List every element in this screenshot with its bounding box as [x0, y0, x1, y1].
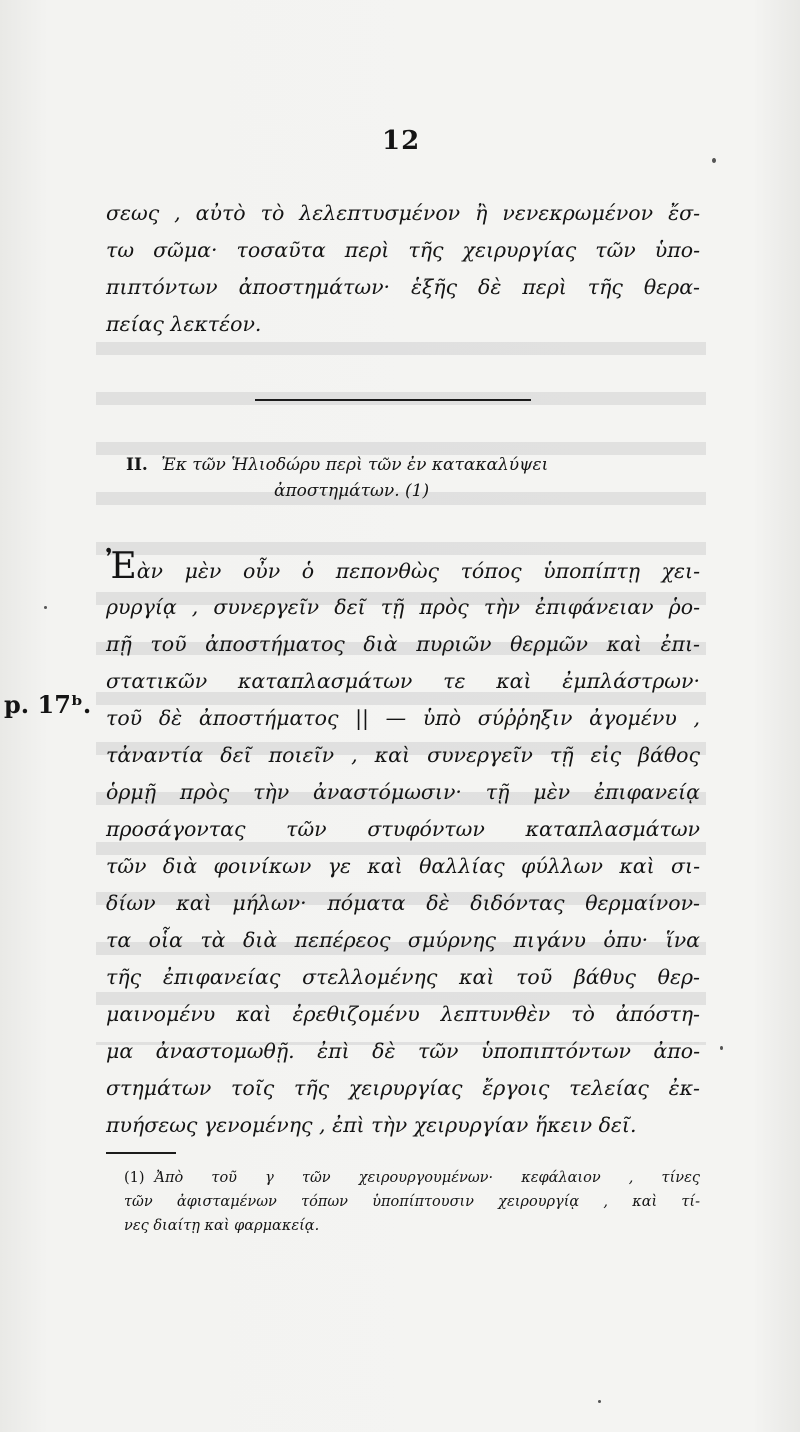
text-line: στημάτων τοῖς τῆς χειρυργίας ἔργοις τελείας ἐκ-	[106, 1076, 700, 1100]
section-title-continued: ἀποστημάτων. (1)	[274, 481, 430, 501]
text-line: ρυργίᾳ , συνεργεῖν δεῖ τῇ πρὸς τὴν ἐπιφάνειαν ῥο-	[106, 595, 700, 619]
text-line: πῇ τοῦ ἀποστήματος διὰ πυριῶν θερμῶν καὶ ἐπι-	[106, 632, 700, 656]
section-number: II.	[126, 455, 148, 475]
footnote-text: Ἀπὸ τοῦ γ τῶν χειρουργουμένων· κεφάλαιον , τίνες	[154, 1170, 700, 1186]
text-line	[106, 546, 700, 589]
paper-speck	[44, 606, 47, 609]
text-line: δίων καὶ μήλων· πόματα δὲ διδόντας θερμαίνον-	[106, 891, 700, 915]
drop-cap: Ἐ	[106, 546, 137, 587]
text-line-rest: ὰν μὲν οὖν ὁ πεπονθὼς τόπος ὑποπίπτῃ χει-	[136, 559, 700, 583]
paper-speck	[598, 1400, 601, 1403]
footnote	[124, 1166, 700, 1238]
text-line: μα ἀναστομωθῇ. ἐπὶ δὲ τῶν ὑποπιπτόντων ἀπο-	[106, 1039, 700, 1063]
text-line: προσάγοντας τῶν στυφόντων καταπλασμάτων	[106, 817, 700, 841]
section-heading	[126, 452, 706, 504]
paper-speck	[712, 158, 716, 163]
page-number: 12	[382, 126, 421, 156]
footnote-line: νες διαίτῃ καὶ φαρμακείᾳ.	[124, 1218, 320, 1234]
text-line: πυήσεως γενομένης , ἐπὶ τὴν χειρυργίαν ἥκειν δεῖ.	[106, 1113, 637, 1137]
section-title: Ἐκ τῶν Ἡλιοδώρυ περὶ τῶν ἐν κατακαλύψει	[161, 455, 549, 475]
text-line: ὁρμῇ πρὸς τὴν ἀναστόμωσιν· τῇ μὲν ἐπιφανείᾳ	[106, 780, 700, 804]
text-line: τῶν διὰ φοινίκων γε καὶ θαλλίας φύλλων καὶ σι-	[106, 854, 700, 878]
text-line: τοῦ δὲ ἀποστήματος || — ὑπὸ σύῤῥηξιν ἀγομένυ ,	[106, 706, 700, 730]
body-paragraph	[106, 546, 700, 1144]
text-line: τα οἷα τὰ διὰ πεπέρεος σμύρνης πιγάνυ ὁπυ· ἵνα	[106, 928, 700, 952]
section-divider	[255, 399, 531, 401]
text-line: τἀναντία δεῖ ποιεῖν , καὶ συνεργεῖν τῇ εἰς βάθος	[106, 743, 700, 767]
text-line: στατικῶν καταπλασμάτων τε καὶ ἐμπλάστρων·	[106, 669, 700, 693]
text-line: μαινομένυ καὶ ἐρεθιζομένυ λεπτυνθὲν τὸ ἀπόστη-	[106, 1002, 700, 1026]
margin-reference: p. 17ᵇ.	[4, 690, 92, 719]
footnote-divider	[106, 1152, 176, 1154]
footnote-line	[124, 1166, 700, 1190]
text-line: πείας λεκτέον.	[106, 312, 262, 336]
footnote-line: τῶν ἀφισταμένων τόπων ὑποπίπτουσιν χειρουργίᾳ , καὶ τί-	[124, 1194, 700, 1210]
text-line: πιπτόντων ἀποστημάτων· ἑξῆς δὲ περὶ τῆς θερα-	[106, 275, 700, 299]
text-line: σεως , αὐτὸ τὸ λελεπτυσμένον ἢ νενεκρωμένον ἔσ-	[106, 201, 700, 225]
intro-paragraph	[106, 195, 700, 343]
footnote-number: (1)	[124, 1170, 145, 1186]
text-line: τῆς ἐπιφανείας στελλομένης καὶ τοῦ βάθυς θερ-	[106, 965, 700, 989]
text-line: τω σῶμα· τοσαῦτα περὶ τῆς χειρυργίας τῶν ὑπο-	[106, 238, 700, 262]
paper-speck	[720, 1046, 723, 1050]
